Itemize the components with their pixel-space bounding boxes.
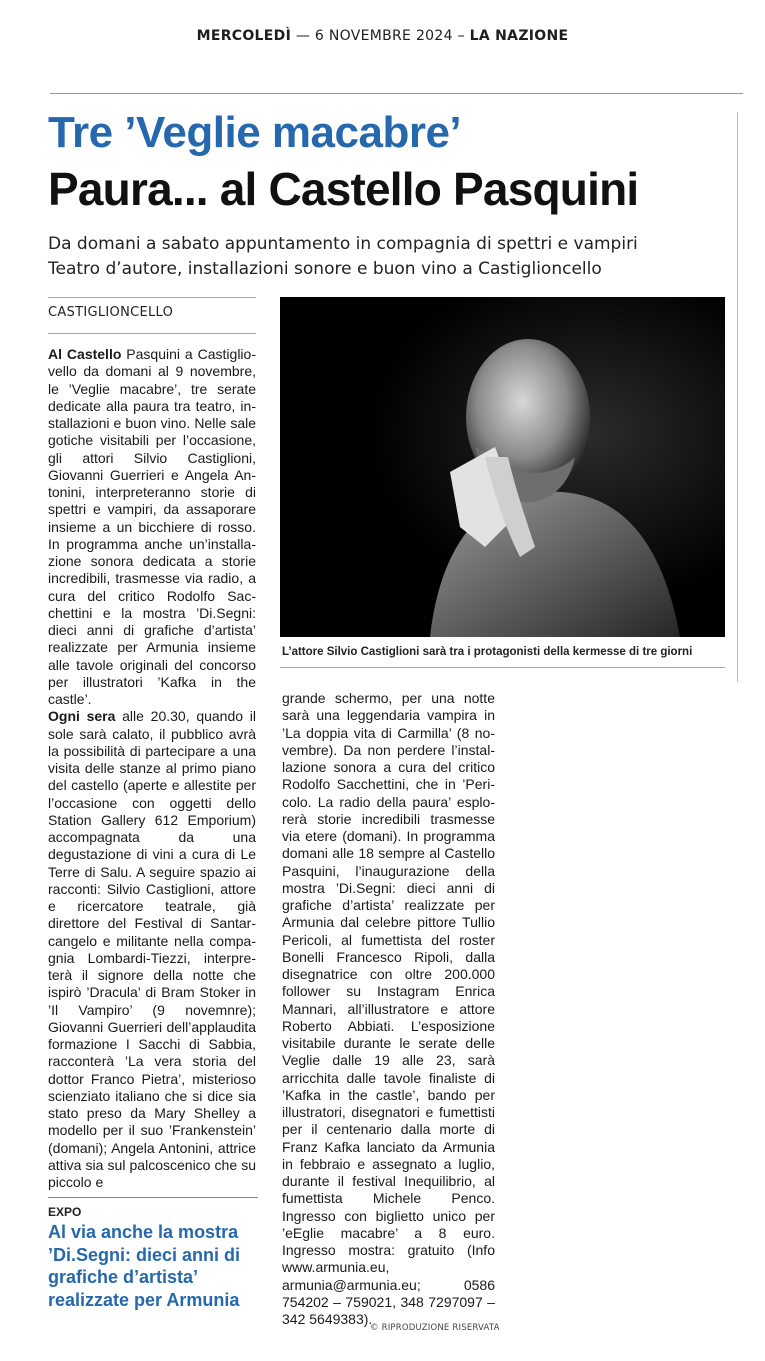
paragraph-2 [48, 708, 256, 1191]
header-separator-2: – [457, 28, 465, 44]
paragraph-1-lead: Al Castello [48, 346, 122, 362]
article-column-2 [282, 690, 495, 1328]
dateline-rule-bottom [48, 333, 256, 334]
copyright-notice: © RIPRODUZIONE RISERVATA [370, 1323, 500, 1333]
article-column-1 [48, 346, 256, 1191]
headline-main: Paura... al Castello Pasquini [48, 163, 639, 215]
header-day: MERCOLEDÌ [196, 28, 292, 44]
paragraph-1-text: Pasquini a Castigliovello da domani al 9 novembre, le ’Veglie macabre’, tre serate dedicate alla paura tra teatro, installazioni e buon vino. Nelle sale gotiche visitabili per l’occasione, gli attori Silvio Castiglioni, Giovanni Guerrieri e Angela Antonini, interpreteranno storie di spettri e vampiri, da assaporare insieme a un bicchiere di rosso. In programma anche un’installazione sonora dedicata a storie incredibili, trasmesse via radio, a cura del critico Rodolfo Sacchettini e la mostra ’Di.Segni: dieci anni di grafiche d’artista’ realizzate per Armunia insieme alle tavole originali del concorso per illustratori ’Kafka in the castle’. [48, 346, 256, 707]
subtitle-line-2: Teatro d’autore, installazioni sonore e buon vino a Castiglioncello [48, 259, 602, 279]
header-newspaper: LA NAZIONE [469, 28, 569, 44]
expo-kicker: EXPO [48, 1205, 82, 1219]
dateline: CASTIGLIONCELLO [48, 305, 174, 320]
page-header [0, 28, 765, 44]
paragraph-1 [48, 346, 256, 708]
portrait-image [280, 297, 725, 637]
dateline-rule-top [48, 297, 256, 298]
paragraph-2-lead: Ogni sera [48, 708, 116, 725]
paragraph-2-text: alle 20.30, quando il sole sarà calato, il pubblico avrà la possibilità di partecipare a una visita delle stanze al primo piano del castello (aperte e allestite per l’occasione con oggetti dello Station Gallery 612 Emporium) accompagnata da una degustazione di vini a cura di Le Terre di Salu. A seguire spazio ai racconti: Silvio Castiglioni, attore e ricercatore teatrale, già direttore del Festival di Santarcangelo e militante nella compagnia Lombardi-Tiezzi, interpreterà il signore della notte che ispirò ’Dracula’ di Bram Stoker in ’Il Vampiro’ (9 novemnre); Giovanni Guerrieri dell’applaudita formazione I Sacchi di Sabbia, racconterà ’La vera storia del dottor Franco Pietra’, misterioso scienziato italiano che si dice sia stato preso da Mary Shelley a modello per il suo ’Frankenstein’ (domani); Angela Antonini, attrice attiva sia sul palcoscenico che su piccolo e [48, 708, 256, 1190]
photo-caption: L’attore Silvio Castiglioni sarà tra i protagonisti della kermesse di tre giorni [282, 646, 693, 658]
header-date: 6 NOVEMBRE 2024 [314, 28, 453, 44]
caption-rule [280, 667, 725, 668]
article-photo [280, 297, 725, 637]
paragraph-3: grande schermo, per una notte sarà una leggendaria vampira in ’La doppia vita di Carmilla’ (8 novembre). Da non perdere l’installazione sonora a cura del critico Rodolfo Sacchettini, che in ’Pericolo. La radio della paura’ esplorerà storie incredibili trasmesse via etere (domani). In programma domani alle 18 sempre al Castello Pasquini, l’inaugurazione della mostra ’Di.Segni: dieci anni di grafiche d’artista’ realizzate per Armunia dal celebre pittore Tullio Pericoli, al fumettista del roster Bonelli Francesco Ripoli, dalla disegnatrice con oltre 200.000 follower su Instagram Enrica Mannari, all’illustratore e attore Roberto Abbiati. L’esposizione visitabile durante le serate delle Veglie dalle 19 alle 23, sarà arricchita dalle tavole finaliste di ’Kafka in the castle’, bando per illustratori, disegnatori e fumettisti per il centenario dalla morte di Franz Kafka lanciato da Armunia in febbraio e assegnato a luglio, durante il festival Inequilibrio, al fumettista Michele Penco. Ingresso con biglietto unico per ’eEglie macabre’ a 8 euro. Ingresso mostra: gratuito (Info www.armunia.eu, armunia@armunia.eu; 0586 754202 – 759021, 348 7297097 – 342 5649383). [282, 690, 495, 1327]
subtitle-line-1: Da domani a sabato appuntamento in compagnia di spettri e vampiri [48, 234, 638, 254]
header-divider [50, 93, 743, 94]
column-divider-right [737, 112, 738, 682]
headline-kicker: Tre ’Veglie macabre’ [48, 108, 462, 157]
header-separator: — [295, 28, 311, 44]
article-subtitle [48, 232, 738, 282]
expo-headline: Al via anche la mostra ’Di.Segni: dieci anni di grafiche d’artista’ realizzate per Armunia [48, 1222, 241, 1310]
expo-rule [48, 1197, 258, 1198]
